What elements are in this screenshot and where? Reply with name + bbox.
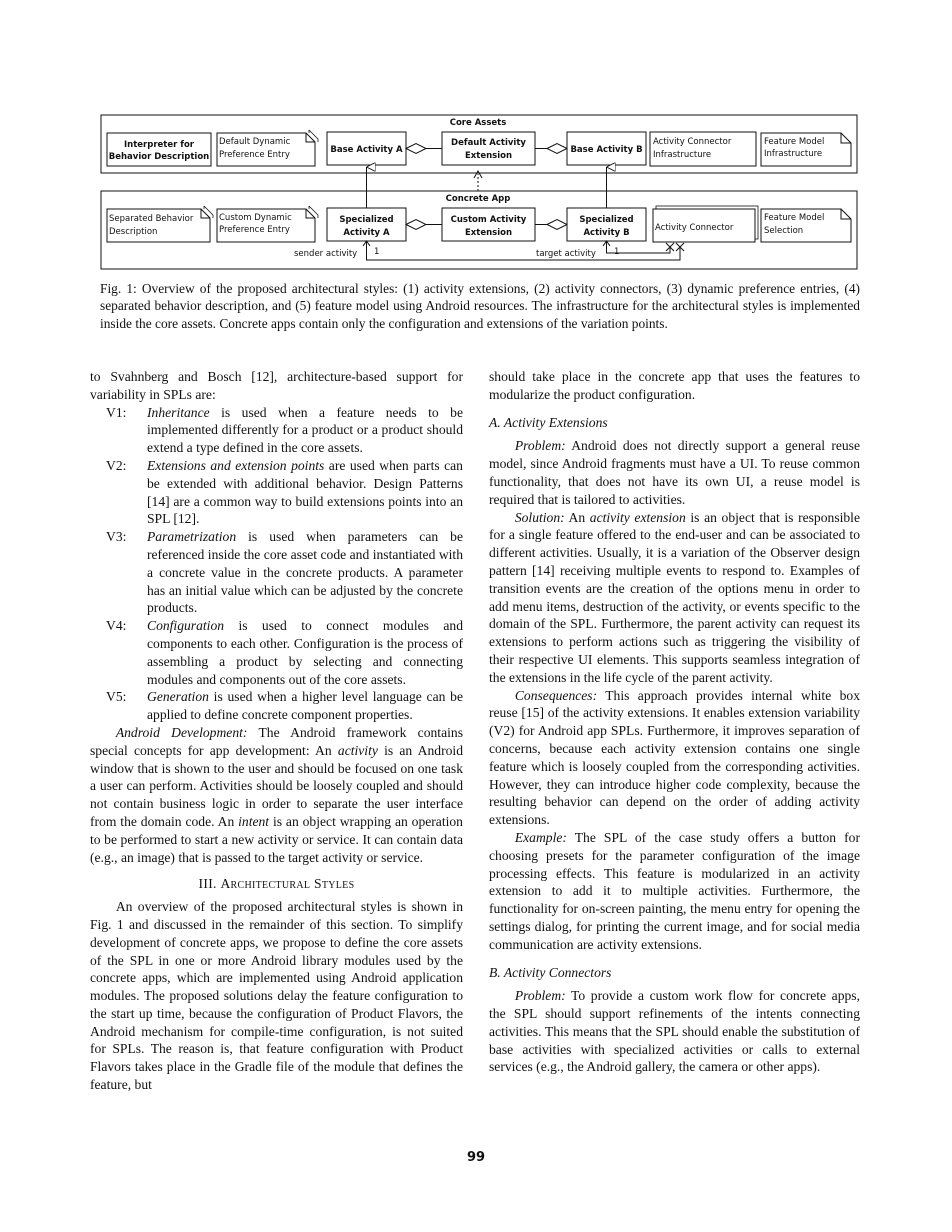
subsection-heading-a: A. Activity Extensions — [489, 414, 608, 430]
page-number: 99 — [466, 1150, 486, 1165]
sender-multiplicity: 1 — [374, 247, 380, 257]
list-item-label: V4: — [106, 618, 127, 634]
default-preference-note — [217, 130, 318, 166]
feature-model-infrastructure-label-2: Infrastructure — [764, 149, 823, 159]
solution-a-paragraph: Solution: An activity extension is an object that is responsible for a single feature offered to the end-user and can be associated to different activities. Usually, it is a variation of the Observer design pattern [14] receiving multiple events to respond to. Examples of transition events are the creation of the options menu in order to add menu items, destruction of the activity, or events specific to the domain of the SPL. Furthermore, the parent activity can request its extensions to perform actions such as triggering the visibility of their respective UI elements. This supports seamless integration of the extensions in the life cycle of the parent activity. — [489, 509, 860, 685]
android-development-paragraph: Android Development: The Android framework contains special concepts for app development: An activity is an Android window that is shown to the user and should be focused on one task a user can perform. Activities should be loosely coupled and should not contain business logic in order to separate the user interface from the domain code. An intent is an object wrapping an operation to be performed to start a new activity or service. It can contain data (e.g., an image) that is passed to the target activity or service. — [90, 724, 463, 865]
list-item-text: Parametrization is used when parameters can be referenced inside the core asset code and instantiated with a concrete value in the concrete products. A parameter has an initial value which can be adjusted by the concrete products. — [147, 529, 463, 616]
variability-intro: to Svahnberg and Bosch [12], architecture-based support for variability in SPLs are: — [90, 369, 463, 402]
specialized-activity-b-label-2: Activity B — [583, 228, 630, 238]
sender-activity-label: sender activity — [294, 249, 358, 259]
base-activity-a-label: Base Activity A — [330, 145, 403, 155]
default-preference-label-2: Preference Entry — [219, 150, 290, 160]
list-item — [90, 617, 463, 688]
target-activity-label: target activity — [536, 249, 596, 259]
right-column — [489, 368, 860, 1076]
feature-model-selection-label-1: Feature Model — [764, 213, 825, 223]
separated-behavior-label-2: Description — [109, 227, 158, 237]
list-item — [90, 457, 463, 528]
list-item — [90, 404, 463, 457]
problem-b-paragraph: Problem: To provide a custom work flow for concrete apps, the SPL should support refinements of the intents connecting activities. This means that the SPL should enable the substitution of base activities with specialized activities or calls to external services (e.g., the Android gallery, the camera or other apps). — [489, 988, 860, 1075]
consequences-a-paragraph: Consequences: This approach provides internal white box reuse [15] of the activity extensions. It enables extension variability (V2) for Android app SPLs. Furthermore, it improves separation of concerns, because each activity extension contains one single feature which is loosely coupled from the corresponding activities. However, they can introduce higher code complexity, because the resulting behavior can depend on the order of adding activity extensions. — [489, 687, 860, 828]
list-item-label: V5: — [106, 689, 127, 705]
architecture-figure — [100, 112, 860, 272]
specialized-activity-a-label-1: Specialized — [339, 215, 394, 225]
target-multiplicity: 1 — [614, 247, 620, 257]
connector-infrastructure-label-1: Activity Connector — [653, 137, 732, 147]
subsection-heading-b: B. Activity Connectors — [489, 964, 612, 980]
continuation-paragraph: should take place in the concrete app that uses the features to modularize the product configuration. — [489, 369, 860, 402]
feature-model-infrastructure-label-1: Feature Model — [764, 137, 825, 147]
list-item-text: Inheritance is used when a feature needs to be implemented differently for a product or a product should extend a type defined in the core assets. — [147, 404, 463, 456]
specialized-activity-b-label-1: Specialized — [579, 215, 634, 225]
custom-preference-note — [217, 206, 318, 242]
list-item — [90, 528, 463, 617]
interpreter-label-1: Interpreter for — [124, 140, 194, 150]
base-activity-b-label: Base Activity B — [570, 145, 643, 155]
list-item-label: V1: — [106, 404, 127, 420]
feature-model-selection-label-2: Selection — [764, 226, 804, 236]
custom-preference-label-2: Preference Entry — [219, 225, 290, 235]
default-extension-label-1: Default Activity — [451, 138, 526, 148]
core-assets-label: Core Assets — [449, 118, 507, 128]
section-heading: III. Architectural Styles — [198, 876, 355, 892]
concrete-app-label: Concrete App — [445, 194, 511, 204]
connector-infrastructure-label-2: Infrastructure — [653, 150, 712, 160]
list-item-label: V2: — [106, 457, 127, 473]
default-extension-label-2: Extension — [464, 151, 513, 161]
custom-preference-label-1: Custom Dynamic — [219, 213, 292, 223]
list-item-label: V3: — [106, 529, 127, 545]
activity-connector-label: Activity Connector — [655, 223, 734, 233]
default-preference-label-1: Default Dynamic — [219, 137, 291, 147]
left-column — [90, 368, 463, 1094]
example-a-paragraph: Example: The SPL of the case study offers a button for choosing presets for the parameter configuration of the image processing effects. This feature is modularized in an activity extension to add it to multiple activities. Furthermore, the functionality for on-screen painting, the menu entry for opening the settings dialog, for printing the current image, and for social media communication are activity extensions. — [489, 829, 860, 952]
specialized-activity-a-label-2: Activity A — [343, 228, 390, 238]
figure-caption: Fig. 1: Overview of the proposed architectural styles: (1) activity extensions, (2) activity connectors, (3) dynamic preference entries, (4) separated behavior description, and (5) feature model using Android resources. The infrastructure for the architectural styles is implemented inside the core assets. Concrete apps contain only the configuration and extensions of the variation points. — [100, 281, 860, 331]
overview-paragraph: An overview of the proposed architectural styles is shown in Fig. 1 and discussed in the remainder of this section. To simplify development of concrete apps, we propose to define the core assets of the SPL in one or more Android library modules used by the concrete apps, which are implemented using Android application modules. The proposed solutions delay the feature configuration to the start up time, because the configuration of Product Flavors, the Android mechanism for compile-time configuration, is not suited for SPLs. The reason is, that feature configuration with Product Flavors takes place in the Gradle file of the module that defines the feature, but — [90, 899, 463, 1093]
list-item-text: Generation is used when a higher level language can be applied to define concrete component properties. — [147, 689, 463, 723]
custom-extension-label-2: Extension — [464, 228, 513, 238]
separated-behavior-label-1: Separated Behavior — [109, 214, 194, 224]
list-item-text: Configuration is used to connect modules and components to each other. Configuration is the process of assembling a product by selecting and connecting modules and components out of the core assets. — [147, 618, 463, 687]
variability-list — [90, 404, 463, 724]
interpreter-label-2: Behavior Description — [108, 152, 210, 162]
problem-a-paragraph: Problem: Android does not directly support a general reuse model, since Android fragments must have a UI. To reuse common functionality, that does not have its own UI, a reuse model is required that is tailored to activities. — [489, 438, 860, 507]
custom-extension-label-1: Custom Activity — [450, 215, 527, 225]
list-item — [90, 688, 463, 724]
list-item-text: Extensions and extension points are used when parts can be extended with additional behavior. Design Patterns [14] are a common way to build extensions points into an SPL [12]. — [147, 457, 463, 527]
